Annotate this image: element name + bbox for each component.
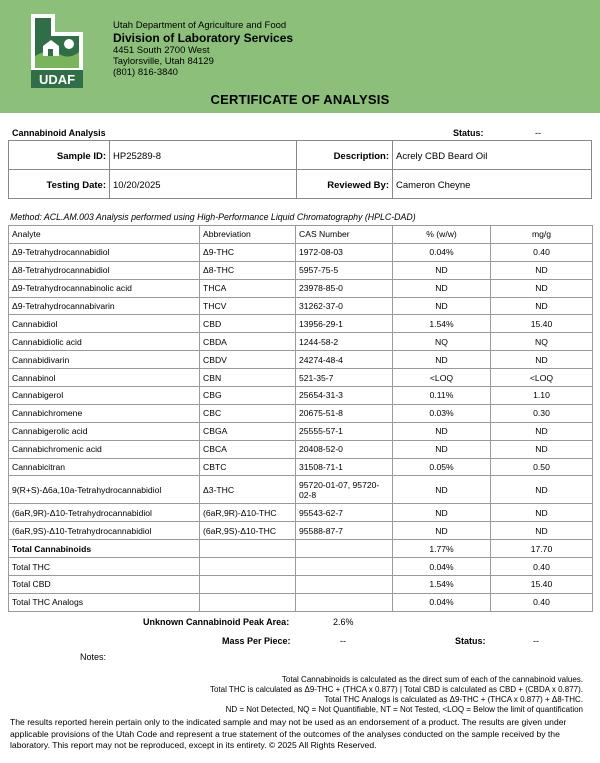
table-cell: Cannabicitran: [9, 458, 200, 476]
disclaimer-text: The results reported herein pertain only to the indicated sample and may not be used as an endorsement of a product. The results are given under applicable provisions of the Utah Code and represent a true statement of the outcomes of the analyses conducted on the sample received by the laboratory. This report may not be reproduced, except in its entirety. © 2025 All Rights Reserved.: [10, 717, 567, 750]
cannabinoid-results-table: [8, 225, 593, 612]
table-cell: 0.05%: [393, 458, 491, 476]
table-cell: 25654-31-3: [296, 387, 393, 405]
table-cell: NQ: [491, 333, 593, 351]
document-title: CERTIFICATE OF ANALYSIS: [210, 92, 390, 107]
reviewed-by-label: Reviewed By:: [327, 180, 389, 191]
table-cell: Δ9-Tetrahydrocannabivarin: [9, 297, 200, 315]
table-cell: NQ: [393, 333, 491, 351]
total-percent: 1.54%: [393, 576, 491, 594]
table-cell: CBGA: [200, 422, 296, 440]
testing-date-label: Testing Date:: [46, 180, 106, 191]
table-cell: 31508-71-1: [296, 458, 393, 476]
table-cell: ND: [393, 279, 491, 297]
reviewed-by-value: Cameron Cheyne: [396, 180, 471, 191]
notes-label: Notes:: [80, 652, 107, 662]
header-band: [0, 0, 600, 113]
total-row: [9, 540, 593, 558]
calc-note-1: Total Cannabinoids is calculated as the direct sum of each of the cannabinoid values.: [281, 675, 583, 684]
total-name: Total THC: [9, 558, 200, 576]
table-cell: Δ8-THC: [200, 261, 296, 279]
description-label: Description:: [333, 151, 389, 162]
table-cell: 13956-29-1: [296, 315, 393, 333]
table-cell: Δ9-THC: [200, 243, 296, 261]
table-cell: (6aR,9R)-Δ10-Tetrahydrocannabidiol: [9, 504, 200, 522]
table-cell: CBDA: [200, 333, 296, 351]
empty-cell: [296, 558, 393, 576]
table-cell: <LOQ: [491, 369, 593, 387]
table-cell: ND: [491, 297, 593, 315]
table-cell: 0.50: [491, 458, 593, 476]
table-cell: 521-35-7: [296, 369, 393, 387]
table-cell: Cannabidiol: [9, 315, 200, 333]
table-cell: CBD: [200, 315, 296, 333]
total-row: [9, 558, 593, 576]
table-cell: CBG: [200, 387, 296, 405]
method-text: Method: ACL.AM.003 Analysis performed using High-Performance Liquid Chromatography (HPLC-DAD): [10, 212, 416, 222]
agency-block: [113, 20, 293, 78]
table-cell: 1244-58-2: [296, 333, 393, 351]
table-cell: ND: [393, 476, 491, 504]
empty-cell: [296, 540, 393, 558]
table-row: [9, 315, 593, 333]
table-cell: 15.40: [491, 315, 593, 333]
table-cell: (6aR,9S)-Δ10-Tetrahydrocannabidiol: [9, 522, 200, 540]
column-header: Abbreviation: [200, 226, 296, 244]
division-name: Division of Laboratory Services: [113, 31, 294, 45]
table-row: [9, 261, 593, 279]
table-cell: 1.10: [491, 387, 593, 405]
table-row: [9, 351, 593, 369]
table-cell: ND: [393, 522, 491, 540]
total-row: [9, 593, 593, 611]
table-cell: 9(R+S)-Δ6a,10a-Tetrahydrocannabidiol: [9, 476, 200, 504]
table-cell: ND: [393, 261, 491, 279]
table-cell: ND: [393, 504, 491, 522]
table-cell: 0.04%: [393, 243, 491, 261]
table-cell: 5957-75-5: [296, 261, 393, 279]
sample-id-value: HP25289-8: [113, 151, 162, 162]
calc-note-2: Total THC is calculated as Δ9-THC + (THCA x 0.877) | Total CBD is calculated as CBD + (CBDA x 0.877).: [209, 685, 583, 694]
total-mg: 0.40: [491, 558, 593, 576]
table-cell: 95720-01-07, 95720-02-8: [296, 476, 393, 504]
department-name: Utah Department of Agriculture and Food: [113, 20, 287, 31]
table-row: [9, 333, 593, 351]
column-header: Analyte: [9, 226, 200, 244]
table-cell: ND: [491, 522, 593, 540]
footer-status-label: Status:: [455, 636, 486, 646]
empty-cell: [200, 540, 296, 558]
calc-note-3: Total THC Analogs is calculated as Δ9-THC + (THCA x 0.877) + Δ8-THC.: [324, 695, 583, 704]
total-name: Total CBD: [9, 576, 200, 594]
table-row: [9, 504, 593, 522]
table-cell: 23978-85-0: [296, 279, 393, 297]
results-table-body: [9, 226, 593, 612]
total-mg: 17.70: [491, 540, 593, 558]
total-percent: 1.77%: [393, 540, 491, 558]
section-label: Cannabinoid Analysis: [12, 128, 106, 138]
table-row: [9, 369, 593, 387]
mass-per-piece-label: Mass Per Piece:: [222, 636, 291, 646]
table-row: [9, 297, 593, 315]
table-cell: ND: [491, 504, 593, 522]
table-cell: CBTC: [200, 458, 296, 476]
table-cell: CBCA: [200, 440, 296, 458]
table-cell: 0.03%: [393, 404, 491, 422]
empty-cell: [200, 558, 296, 576]
table-cell: ND: [491, 279, 593, 297]
table-cell: ND: [491, 351, 593, 369]
table-cell: CBC: [200, 404, 296, 422]
total-percent: 0.04%: [393, 558, 491, 576]
empty-cell: [296, 593, 393, 611]
table-cell: 24274-48-4: [296, 351, 393, 369]
table-cell: 1.54%: [393, 315, 491, 333]
table-row: [9, 279, 593, 297]
table-cell: Cannabichromene: [9, 404, 200, 422]
table-cell: Δ9-Tetrahydrocannabidiol: [9, 243, 200, 261]
table-cell: Δ9-Tetrahydrocannabinolic acid: [9, 279, 200, 297]
table-cell: ND: [393, 297, 491, 315]
testing-date-value: 10/20/2025: [113, 180, 161, 191]
table-cell: 0.11%: [393, 387, 491, 405]
table-cell: 1972-08-03: [296, 243, 393, 261]
table-row: [9, 458, 593, 476]
empty-cell: [200, 593, 296, 611]
column-header: CAS Number: [296, 226, 393, 244]
table-cell: 25555-57-1: [296, 422, 393, 440]
table-cell: 20408-52-0: [296, 440, 393, 458]
table-cell: Cannabigerol: [9, 387, 200, 405]
table-row: [9, 387, 593, 405]
table-row: [9, 440, 593, 458]
table-cell: Cannabidivarin: [9, 351, 200, 369]
table-cell: 95543-62-7: [296, 504, 393, 522]
table-cell: Δ3-THC: [200, 476, 296, 504]
table-cell: (6aR,9R)-Δ10-THC: [200, 504, 296, 522]
table-cell: CBDV: [200, 351, 296, 369]
table-cell: Cannabinol: [9, 369, 200, 387]
table-cell: 31262-37-0: [296, 297, 393, 315]
table-cell: ND: [491, 476, 593, 504]
sample-id-label: Sample ID:: [56, 151, 106, 162]
table-row: [9, 404, 593, 422]
calc-note-4: ND = Not Detected, NQ = Not Quantifiable, NT = Not Tested, <LOQ = Below the limit of quantification: [225, 705, 583, 714]
table-cell: Cannabichromenic acid: [9, 440, 200, 458]
table-cell: THCA: [200, 279, 296, 297]
total-mg: 15.40: [491, 576, 593, 594]
mass-per-piece-value: --: [340, 636, 346, 646]
table-row: [9, 476, 593, 504]
total-percent: 0.04%: [393, 593, 491, 611]
status-label: Status:: [453, 128, 484, 138]
table-cell: 0.30: [491, 404, 593, 422]
total-name: Total Cannabinoids: [9, 540, 200, 558]
table-cell: 95588-87-7: [296, 522, 393, 540]
table-row: [9, 522, 593, 540]
empty-cell: [200, 576, 296, 594]
column-header: % (w/w): [393, 226, 491, 244]
phone: (801) 816-3840: [113, 67, 178, 78]
table-cell: ND: [491, 422, 593, 440]
table-cell: ND: [393, 422, 491, 440]
table-cell: 20675-51-8: [296, 404, 393, 422]
description-value: Acrely CBD Beard Oil: [396, 151, 488, 162]
total-mg: 0.40: [491, 593, 593, 611]
address-line1: 4451 South 2700 West: [113, 45, 210, 56]
total-name: Total THC Analogs: [9, 593, 200, 611]
table-row: [9, 243, 593, 261]
unknown-peak-value: 2.6%: [333, 617, 354, 627]
table-cell: (6aR,9S)-Δ10-THC: [200, 522, 296, 540]
total-row: [9, 576, 593, 594]
table-cell: ND: [491, 261, 593, 279]
empty-cell: [296, 576, 393, 594]
table-cell: Cannabidiolic acid: [9, 333, 200, 351]
table-cell: THCV: [200, 297, 296, 315]
udaf-logo: [29, 12, 85, 90]
table-cell: CBN: [200, 369, 296, 387]
table-cell: ND: [491, 440, 593, 458]
status-value: --: [535, 128, 541, 138]
table-header-row: [9, 226, 593, 244]
table-row: [9, 422, 593, 440]
column-header: mg/g: [491, 226, 593, 244]
table-cell: ND: [393, 440, 491, 458]
unknown-peak-label: Unknown Cannabinoid Peak Area:: [143, 617, 290, 627]
table-cell: Δ8-Tetrahydrocannabidiol: [9, 261, 200, 279]
footer-status-value: --: [533, 636, 539, 646]
table-cell: ND: [393, 351, 491, 369]
table-cell: Cannabigerolic acid: [9, 422, 200, 440]
table-cell: 0.40: [491, 243, 593, 261]
table-cell: <LOQ: [393, 369, 491, 387]
logo-text: UDAF: [38, 72, 76, 87]
address-line2: Taylorsville, Utah 84129: [113, 56, 214, 67]
